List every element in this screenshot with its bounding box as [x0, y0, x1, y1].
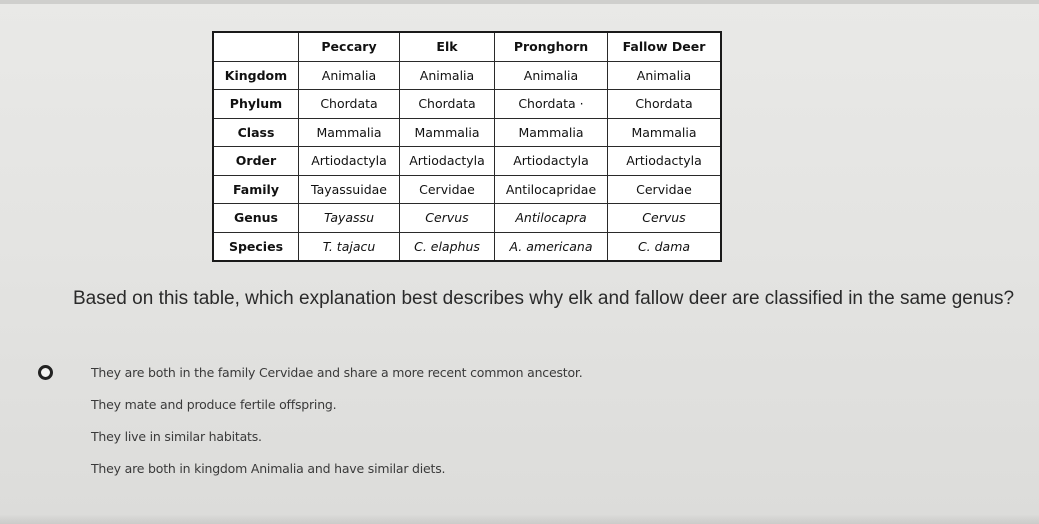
table-cell: C. elaphus	[400, 232, 495, 261]
table-cell: Antilocapridae	[495, 175, 608, 204]
table-header-cell: Elk	[400, 32, 495, 61]
table-row	[213, 147, 721, 176]
table-cell: C. dama	[608, 232, 722, 261]
answer-option-label: They are both in the family Cervidae and share a more recent common ancestor.	[91, 364, 583, 380]
table-row	[213, 61, 721, 90]
answer-option[interactable]	[38, 356, 738, 388]
table-header-cell	[213, 32, 299, 61]
taxonomy-table	[212, 31, 722, 262]
table-body	[213, 61, 721, 261]
table-row-header: Species	[213, 232, 299, 261]
table-cell: Antilocapra	[495, 204, 608, 233]
table-row	[213, 118, 721, 147]
answer-options	[38, 356, 738, 484]
table-row	[213, 90, 721, 119]
table-header-row	[213, 32, 721, 61]
table-cell: Animalia	[608, 61, 722, 90]
table-row-header: Genus	[213, 204, 299, 233]
table-row	[213, 232, 721, 261]
table-cell: Cervidae	[608, 175, 722, 204]
table-cell: Mammalia	[608, 118, 722, 147]
question-text: Based on this table, which explanation best describes why elk and fallow deer are classified in the same genus?	[73, 288, 1015, 309]
table-cell: T. tajacu	[299, 232, 400, 261]
table-cell: Chordata	[299, 90, 400, 119]
table-cell: Mammalia	[400, 118, 495, 147]
answer-option[interactable]	[38, 420, 738, 452]
answer-option-label: They live in similar habitats.	[91, 428, 262, 444]
table-cell: Artiodactyla	[495, 147, 608, 176]
table-cell: A. americana	[495, 232, 608, 261]
answer-option[interactable]	[38, 388, 738, 420]
answer-option-label: They are both in kingdom Animalia and have similar diets.	[91, 460, 446, 476]
table-row-header: Class	[213, 118, 299, 147]
table-cell: Cervus	[608, 204, 722, 233]
table-cell: Animalia	[495, 61, 608, 90]
answer-option-label: They mate and produce fertile offspring.	[91, 396, 337, 412]
table-cell: Animalia	[400, 61, 495, 90]
table-cell: Artiodactyla	[400, 147, 495, 176]
table-cell: Artiodactyla	[299, 147, 400, 176]
table-cell: Mammalia	[299, 118, 400, 147]
table-cell: Tayassu	[299, 204, 400, 233]
table-cell: Chordata ·	[495, 90, 608, 119]
table-cell: Artiodactyla	[608, 147, 722, 176]
page-top-border	[0, 0, 1039, 4]
table-row	[213, 175, 721, 204]
table-cell: Tayassuidae	[299, 175, 400, 204]
page-bottom-shadow	[0, 514, 1039, 524]
table-header-cell: Peccary	[299, 32, 400, 61]
table-row-header: Phylum	[213, 90, 299, 119]
table-cell: Cervus	[400, 204, 495, 233]
table-row-header: Kingdom	[213, 61, 299, 90]
table-row-header: Family	[213, 175, 299, 204]
table-cell: Animalia	[299, 61, 400, 90]
answer-option[interactable]	[38, 452, 738, 484]
table-cell: Mammalia	[495, 118, 608, 147]
table-header-cell: Fallow Deer	[608, 32, 722, 61]
table-cell: Cervidae	[400, 175, 495, 204]
radio-button-icon[interactable]	[38, 365, 53, 380]
table-header-cell: Pronghorn	[495, 32, 608, 61]
table-row	[213, 204, 721, 233]
table-row-header: Order	[213, 147, 299, 176]
table-cell: Chordata	[608, 90, 722, 119]
table-cell: Chordata	[400, 90, 495, 119]
